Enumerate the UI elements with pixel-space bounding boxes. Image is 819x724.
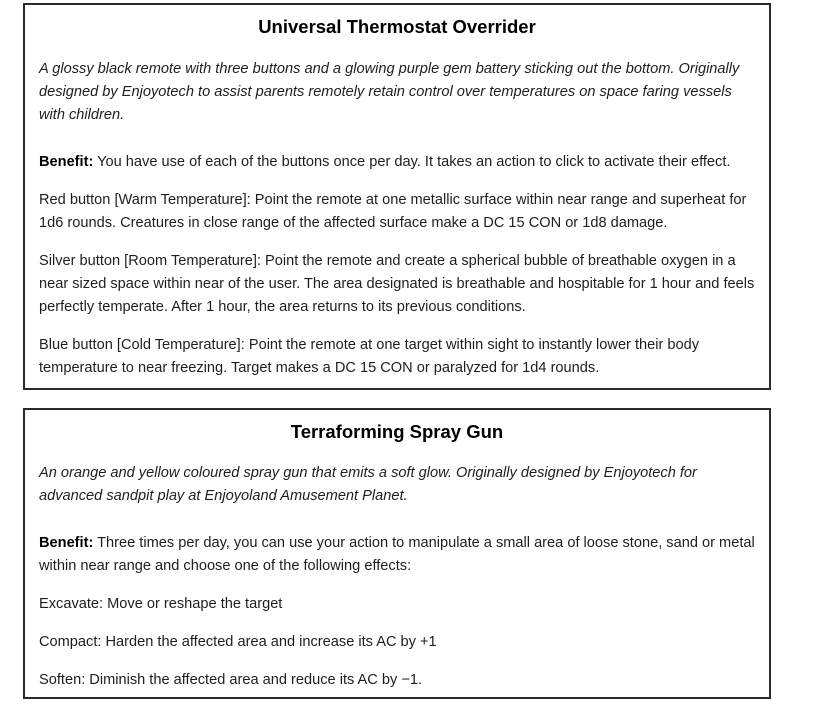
effect-red-button: Red button [Warm Temperature]: Point the remote at one metallic surface within near range and superheat for 1d6 rounds. Creatures in close range of the affected surface make a DC 15 CON or 1d8 damage. bbox=[39, 192, 747, 231]
item-benefit bbox=[39, 151, 759, 174]
item-description: An orange and yellow coloured spray gun that emits a soft glow. Originally designed by Enjoyotech for advanced sandpit play at Enjoyoland Amusement Planet. bbox=[39, 465, 697, 504]
item-title: Universal Thermostat Overrider bbox=[258, 16, 536, 37]
item-body bbox=[39, 58, 759, 395]
effect-compact: Compact: Harden the affected area and increase its AC by +1 bbox=[39, 634, 437, 650]
item-benefit bbox=[39, 532, 759, 578]
effect-soften: Soften: Diminish the affected area and reduce its AC by −1. bbox=[39, 672, 423, 688]
effect-silver-button: Silver button [Room Temperature]: Point the remote and create a spherical bubble of breathable oxygen in a near sized space within near of the user. The area designated is breathable and hospitable for 1 hour and feels perfectly temperate. After 1 hour, the area returns to its previous conditions. bbox=[39, 253, 755, 315]
benefit-text: Three times per day, you can use your action to manipulate a small area of loose stone, sand or metal within near range and choose one of the following effects: bbox=[39, 535, 755, 574]
effect-blue-button: Blue button [Cold Temperature]: Point the remote at one target within sight to instantly lower their body temperature to near freezing. Target makes a DC 15 CON or paralyzed for 1d4 rounds. bbox=[39, 337, 700, 376]
benefit-label: Benefit: bbox=[39, 535, 94, 551]
item-title: Terraforming Spray Gun bbox=[290, 421, 504, 442]
item-body bbox=[39, 462, 759, 707]
item-card-terraforming-spray-gun bbox=[23, 408, 771, 699]
item-card-universal-thermostat-overrider bbox=[23, 3, 771, 390]
effect-excavate: Excavate: Move or reshape the target bbox=[39, 596, 283, 612]
item-description: A glossy black remote with three buttons and a glowing purple gem battery sticking out the bottom. Originally designed by Enjoyotech to assist parents remotely retain control over temperatures on space faring vessels with children. bbox=[39, 61, 740, 123]
benefit-text: You have use of each of the buttons once per day. It takes an action to click to activate their effect. bbox=[93, 154, 731, 170]
benefit-label: Benefit: bbox=[39, 154, 94, 170]
